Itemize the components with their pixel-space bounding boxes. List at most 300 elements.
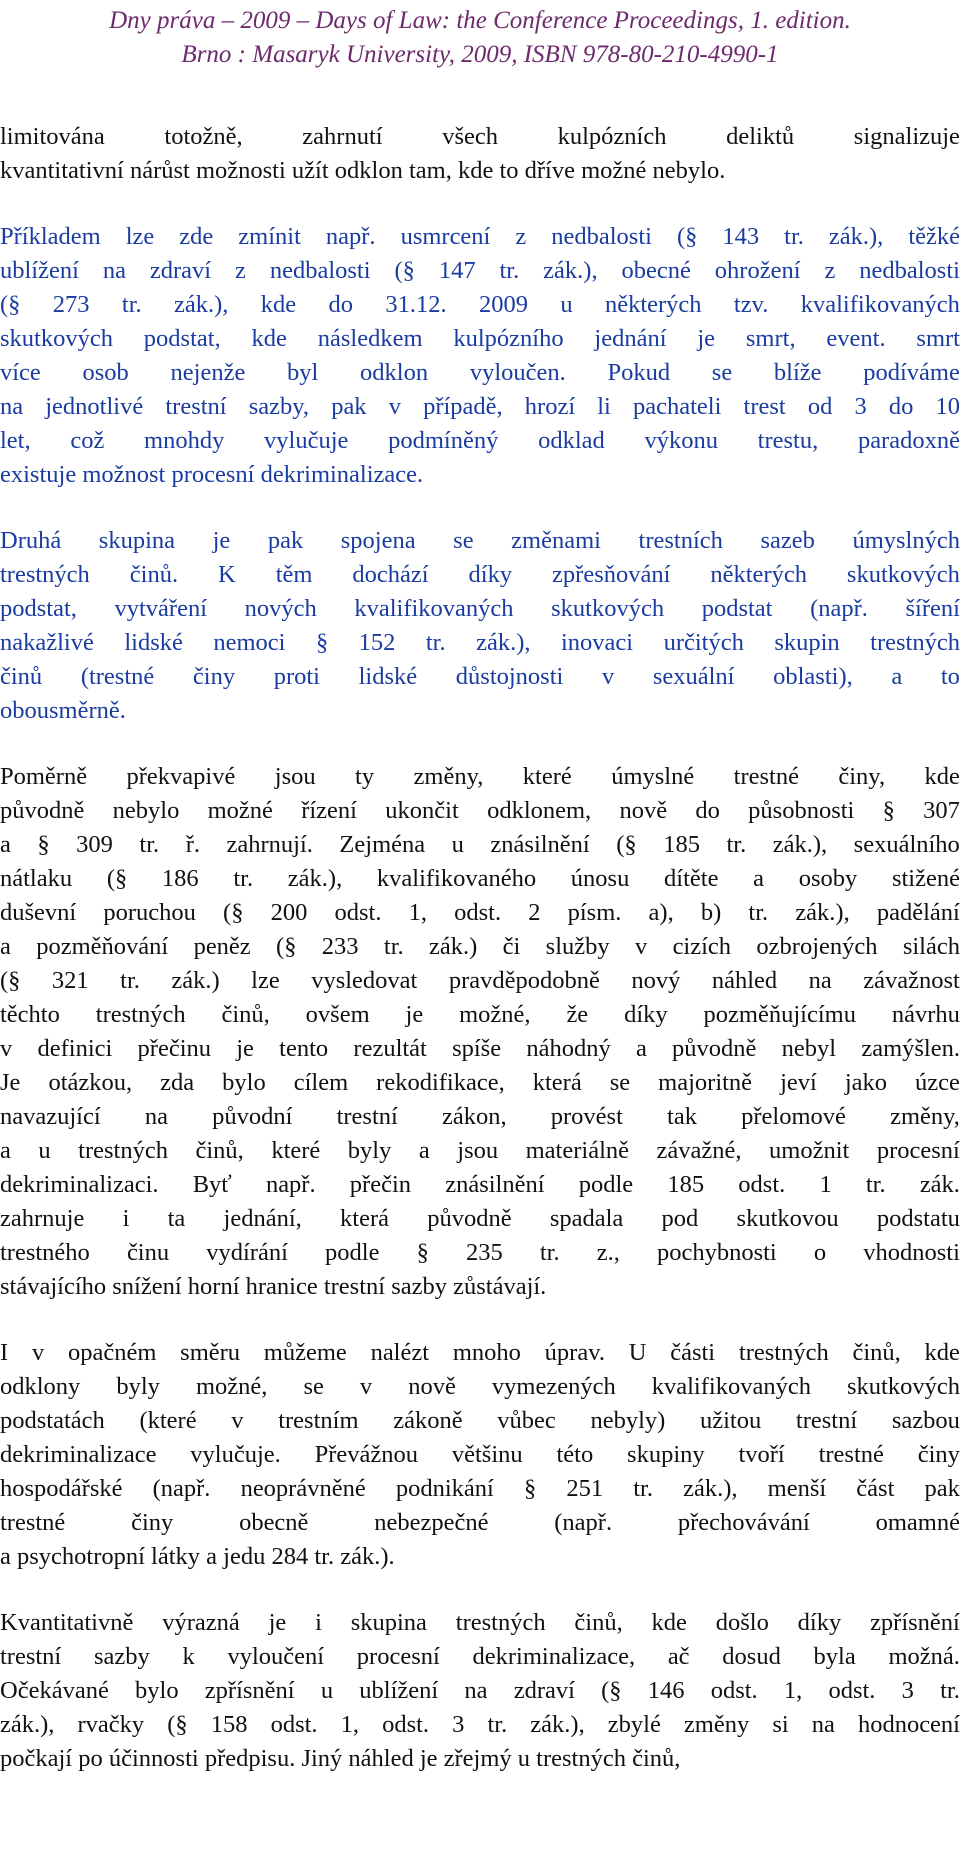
word: trestní — [795, 1407, 858, 1434]
word: zpřesňování — [552, 561, 671, 588]
word: skutkovou — [736, 1205, 839, 1232]
word: skutkových — [846, 561, 960, 588]
word: jednání — [594, 325, 667, 352]
word: a — [0, 1137, 11, 1164]
word: některých — [604, 291, 702, 318]
word: do — [328, 291, 354, 318]
word: signalizuje — [853, 123, 960, 150]
word: činů. — [129, 561, 179, 588]
text-line — [0, 424, 960, 458]
word: sexuálního — [853, 831, 960, 858]
word: usmrcení — [400, 223, 491, 250]
word: služby — [545, 933, 610, 960]
text-line — [0, 1472, 960, 1506]
word: nebylo — [112, 797, 180, 824]
word: podstat — [701, 595, 773, 622]
word: zák.), — [828, 223, 884, 250]
word: odklon — [360, 359, 429, 386]
word: trestní — [336, 1103, 398, 1130]
word: části — [670, 1339, 716, 1366]
word: pozměňování — [36, 933, 169, 960]
word: skupiny — [627, 1441, 705, 1468]
word: zák.), — [287, 865, 343, 892]
word: závažnost — [863, 967, 960, 994]
word: tr. — [425, 629, 446, 656]
paragraph — [0, 760, 960, 1304]
word: z — [824, 257, 836, 284]
word: přečinu — [137, 1035, 212, 1062]
word: zák.), — [683, 1475, 738, 1502]
text-line — [0, 930, 960, 964]
word: 309 — [76, 831, 113, 858]
word: což — [70, 427, 105, 454]
text-line — [0, 288, 960, 322]
word: z — [235, 257, 246, 284]
word: 200 — [270, 899, 308, 926]
word: provést — [550, 1103, 623, 1130]
word: užitou — [699, 1407, 762, 1434]
word: kde — [651, 1609, 687, 1636]
word: limitována — [0, 123, 105, 150]
word: let, — [0, 427, 31, 454]
word: sazeb — [760, 527, 815, 554]
word: skupina — [98, 527, 176, 554]
word: Druhá — [0, 527, 62, 554]
word: tr. — [487, 1711, 508, 1738]
word: kulpózních — [557, 123, 667, 150]
document-body — [0, 120, 960, 1808]
word: jsou — [274, 763, 316, 790]
word: vyloučení — [227, 1643, 325, 1670]
word: zák.), — [530, 1711, 585, 1738]
word: původně — [0, 797, 85, 824]
word: trestní — [165, 393, 227, 420]
word: činy — [917, 1441, 960, 1468]
word: tr. — [139, 831, 160, 858]
word: 233 — [321, 933, 359, 960]
word: v — [388, 393, 401, 420]
word: 235 — [465, 1239, 503, 1266]
text-line — [0, 1640, 960, 1674]
word: přechovávání — [677, 1509, 810, 1536]
word: osoby — [798, 865, 858, 892]
word: trestných — [0, 561, 90, 588]
word: 2009 — [478, 291, 528, 318]
text-line — [0, 760, 960, 794]
word: vytváření — [114, 595, 208, 622]
word: překvapivé — [126, 763, 236, 790]
word: bylo — [222, 1069, 266, 1096]
word: kvalifikovaného — [376, 865, 537, 892]
word: vydírání — [206, 1239, 288, 1266]
line-text: kvantitativní nárůst možnosti užít odklon tam, kde to dříve možné nebylo. — [0, 157, 726, 184]
word: pravděpodobně — [448, 967, 600, 994]
text-line — [0, 1404, 960, 1438]
word: cizích — [672, 933, 732, 960]
word: většinu — [451, 1441, 523, 1468]
word: které — [522, 763, 572, 790]
word: nedbalosti — [551, 223, 652, 250]
word: lidské — [124, 629, 183, 656]
word: 1, — [340, 1711, 359, 1738]
text-line — [0, 220, 960, 254]
word: event. — [826, 325, 886, 352]
word: 273 — [52, 291, 90, 318]
word: vyloučen. — [469, 359, 566, 386]
word: znásilnění — [490, 831, 590, 858]
word: pochybnosti — [656, 1239, 777, 1266]
word: změny — [683, 1711, 750, 1738]
line-text: obousměrně. — [0, 697, 126, 724]
word: která — [532, 1069, 582, 1096]
word: kde — [924, 763, 960, 790]
word: a — [0, 831, 11, 858]
word: nebezpečné — [374, 1509, 489, 1536]
word: tr. — [121, 291, 142, 318]
word: 1 — [819, 1171, 832, 1198]
text-line — [0, 794, 960, 828]
word: zdraví — [513, 1677, 575, 1704]
word: došlo — [715, 1609, 769, 1636]
word: byly — [347, 1137, 392, 1164]
word: ohrožení — [714, 257, 801, 284]
word: (§ — [0, 291, 21, 318]
word: (§ — [223, 899, 244, 926]
text-line — [0, 694, 960, 728]
text-line — [0, 322, 960, 356]
word: Je — [0, 1069, 21, 1096]
text-line — [0, 1270, 960, 1304]
text-line — [0, 896, 960, 930]
text-line — [0, 964, 960, 998]
word: do — [695, 797, 720, 824]
word: to — [940, 663, 960, 690]
word: spojena — [340, 527, 416, 554]
word: Pokud — [607, 359, 671, 386]
word: více — [0, 359, 41, 386]
word: a — [891, 663, 903, 690]
word: odst. — [454, 899, 502, 926]
text-line — [0, 524, 960, 558]
word: majoritně — [658, 1069, 753, 1096]
word: nedbalosti — [269, 257, 371, 284]
text-line — [0, 1202, 960, 1236]
word: I — [0, 1339, 9, 1366]
word: kulpózního — [453, 325, 564, 352]
word: 185 — [667, 1171, 705, 1198]
text-line — [0, 1540, 960, 1574]
word: zmínit — [238, 223, 301, 250]
word: kvalifikovaných — [651, 1373, 811, 1400]
word: pak — [331, 393, 367, 420]
word: vhodnosti — [863, 1239, 960, 1266]
word: zbylé — [607, 1711, 661, 1738]
word: tr. — [120, 967, 140, 994]
word: § — [882, 797, 895, 824]
text-line — [0, 1100, 960, 1134]
word: sazby, — [248, 393, 310, 420]
word: zdraví — [149, 257, 212, 284]
word: např. — [265, 1171, 316, 1198]
word: obecné — [621, 257, 691, 284]
word: původně — [672, 1035, 757, 1062]
text-line — [0, 998, 960, 1032]
word: 146 — [647, 1677, 685, 1704]
word: je — [212, 527, 231, 554]
word: ublížení — [0, 257, 79, 284]
word: na — [102, 257, 126, 284]
word: znásilnění — [445, 1171, 545, 1198]
word: smrt, — [745, 325, 796, 352]
word: obecně — [239, 1509, 309, 1536]
word: se — [453, 527, 474, 554]
word: zpřísnění — [204, 1677, 295, 1704]
word: dekriminalizace — [0, 1441, 157, 1468]
word: z., — [596, 1239, 620, 1266]
word: 185 — [663, 831, 700, 858]
word: trestní — [0, 1643, 62, 1670]
word: byly — [116, 1373, 160, 1400]
word: návrhu — [891, 1001, 960, 1028]
text-line — [0, 120, 960, 154]
word: (§ — [601, 1677, 622, 1704]
word: možné, — [459, 1001, 531, 1028]
word: ublížení — [359, 1677, 439, 1704]
word: dosud — [722, 1643, 781, 1670]
word: trestné — [733, 763, 799, 790]
word: tr. — [865, 1171, 886, 1198]
word: možné — [207, 797, 273, 824]
word: tr. — [748, 899, 769, 926]
word: zamýšlen. — [861, 1035, 960, 1062]
word: 1, — [783, 1677, 803, 1704]
word: spíše — [452, 1035, 502, 1062]
word: trestu, — [757, 427, 819, 454]
word: zák.), — [543, 257, 598, 284]
text-line — [0, 254, 960, 288]
word: přelomové — [741, 1103, 846, 1130]
word: ozbrojených — [756, 933, 878, 960]
word: činů, — [852, 1339, 901, 1366]
word: ovšem — [305, 1001, 370, 1028]
word: trestných — [870, 629, 960, 656]
word: (trestné — [80, 663, 155, 690]
word: tzv. — [733, 291, 769, 318]
word: a — [418, 1137, 430, 1164]
text-line — [0, 1708, 960, 1742]
word: které — [271, 1137, 321, 1164]
word: podstat, — [0, 595, 77, 622]
word: pak — [267, 527, 304, 554]
text-line — [0, 626, 960, 660]
word: činy — [192, 663, 236, 690]
word: trestním — [278, 1407, 359, 1434]
word: peněz — [193, 933, 251, 960]
word: úmyslné — [611, 763, 695, 790]
word: Byť — [192, 1171, 232, 1198]
word: v — [0, 1035, 13, 1062]
word: b) — [700, 899, 722, 926]
word: v — [601, 663, 615, 690]
word: opačném — [67, 1339, 157, 1366]
word: podstatách — [0, 1407, 105, 1434]
word: skupin — [774, 629, 840, 656]
word: oblasti), — [773, 663, 853, 690]
word: rekodifikace, — [376, 1069, 505, 1096]
word: 307 — [923, 797, 960, 824]
word: nově — [619, 797, 668, 824]
word: trestných — [78, 1137, 168, 1164]
word: 2 — [528, 899, 541, 926]
word: na — [464, 1677, 488, 1704]
word: úzce — [915, 1069, 960, 1096]
word: únosu — [570, 865, 630, 892]
word: náhodný — [526, 1035, 611, 1062]
word: § — [416, 1239, 429, 1266]
word: byla — [813, 1643, 856, 1670]
word: (např. — [554, 1509, 613, 1536]
word: tr. — [940, 1677, 960, 1704]
word: trestného — [0, 1239, 90, 1266]
word: se — [711, 359, 733, 386]
word: trestných — [95, 1001, 186, 1028]
word: hrozí — [524, 393, 576, 420]
word: činu — [126, 1239, 170, 1266]
text-line — [0, 1606, 960, 1640]
line-text: počkají po účinnosti předpisu. Jiný náhled je zřejmý u trestných činů, — [0, 1745, 681, 1772]
word: písm. — [567, 899, 622, 926]
word: podstatu — [876, 1205, 960, 1232]
word: řízení — [301, 797, 357, 824]
word: nebyl — [781, 1035, 837, 1062]
word: bylo — [135, 1677, 179, 1704]
text-line — [0, 1370, 960, 1404]
word: 186 — [161, 865, 199, 892]
word: silách — [902, 933, 960, 960]
text-line — [0, 154, 960, 188]
word: těm — [275, 561, 313, 588]
word: se — [303, 1373, 324, 1400]
paragraph — [0, 220, 960, 492]
word: v — [359, 1373, 373, 1400]
word: je — [268, 1609, 287, 1636]
text-line — [0, 1506, 960, 1540]
word: cílem — [293, 1069, 349, 1096]
word: část — [856, 1475, 895, 1502]
word: tr. — [784, 223, 804, 250]
word: tvoří — [738, 1441, 785, 1468]
word: odst. — [710, 1677, 758, 1704]
text-line — [0, 1066, 960, 1100]
text-line — [0, 1032, 960, 1066]
word: díky — [468, 561, 513, 588]
word: neoprávněné — [240, 1475, 366, 1502]
word: padělání — [876, 899, 960, 926]
word: sazby — [93, 1643, 150, 1670]
word: nebyly) — [590, 1407, 666, 1434]
word: ač — [667, 1643, 690, 1670]
word: trestních — [638, 527, 723, 554]
word: zákon, — [441, 1103, 507, 1130]
word: díky — [624, 1001, 668, 1028]
word: těžké — [908, 223, 960, 250]
word: tr. — [499, 257, 520, 284]
word: výrazná — [162, 1609, 240, 1636]
word: definici — [37, 1035, 113, 1062]
word: ř. — [185, 831, 200, 858]
word: procesní — [356, 1643, 440, 1670]
word: zákoně — [393, 1407, 463, 1434]
word: (např. — [152, 1475, 211, 1502]
word: změny, — [413, 763, 484, 790]
word: této — [556, 1441, 594, 1468]
word: vylučuje — [264, 427, 349, 454]
word: nakažlivé — [0, 629, 94, 656]
word: jako — [844, 1069, 888, 1096]
word: zda — [160, 1069, 195, 1096]
word: přečin — [349, 1171, 412, 1198]
word: skutkových — [551, 595, 665, 622]
word: díky — [797, 1609, 842, 1636]
word: (§ — [276, 933, 297, 960]
word: původní — [212, 1103, 293, 1130]
word: odklonem, — [487, 797, 592, 824]
word: tr. — [233, 865, 254, 892]
word: podmíněný — [388, 427, 499, 454]
word: všech — [442, 123, 498, 150]
word: rvačky — [77, 1711, 145, 1738]
word: tr. — [383, 933, 404, 960]
word: odklad — [538, 427, 605, 454]
line-text: a psychotropní látky a jedu 284 tr. zák.). — [0, 1543, 395, 1570]
word: vůbec — [497, 1407, 556, 1434]
word: umožnit — [769, 1137, 850, 1164]
word: skupina — [350, 1609, 427, 1636]
word: podstat, — [143, 325, 221, 352]
word: 3 — [854, 393, 867, 420]
word: lidské — [358, 663, 418, 690]
word: zák.), — [795, 899, 850, 926]
word: na — [144, 1103, 168, 1130]
word: nemoci — [213, 629, 286, 656]
text-line — [0, 862, 960, 896]
word: kvalifikovaných — [800, 291, 960, 318]
word: lze — [125, 223, 155, 250]
word: (§ — [394, 257, 415, 284]
word: rezultát — [353, 1035, 427, 1062]
word: 321 — [51, 967, 89, 994]
text-line — [0, 1168, 960, 1202]
word: těchto — [0, 1001, 60, 1028]
word: vylučuje. — [190, 1441, 281, 1468]
word: zák. — [919, 1171, 960, 1198]
word: odst. — [270, 1711, 318, 1738]
word: (§ — [616, 831, 637, 858]
word: i — [122, 1205, 130, 1232]
word: působnosti — [748, 797, 855, 824]
word: např. — [325, 223, 376, 250]
word: i — [315, 1609, 322, 1636]
word: je — [236, 1035, 254, 1062]
word: u — [38, 1137, 51, 1164]
word: závažné, — [656, 1137, 742, 1164]
word: v — [231, 1407, 244, 1434]
word: U — [628, 1339, 647, 1366]
word: spadala — [549, 1205, 624, 1232]
word: sazbou — [891, 1407, 960, 1434]
word: (např. — [810, 595, 868, 622]
word: tak — [667, 1103, 697, 1130]
